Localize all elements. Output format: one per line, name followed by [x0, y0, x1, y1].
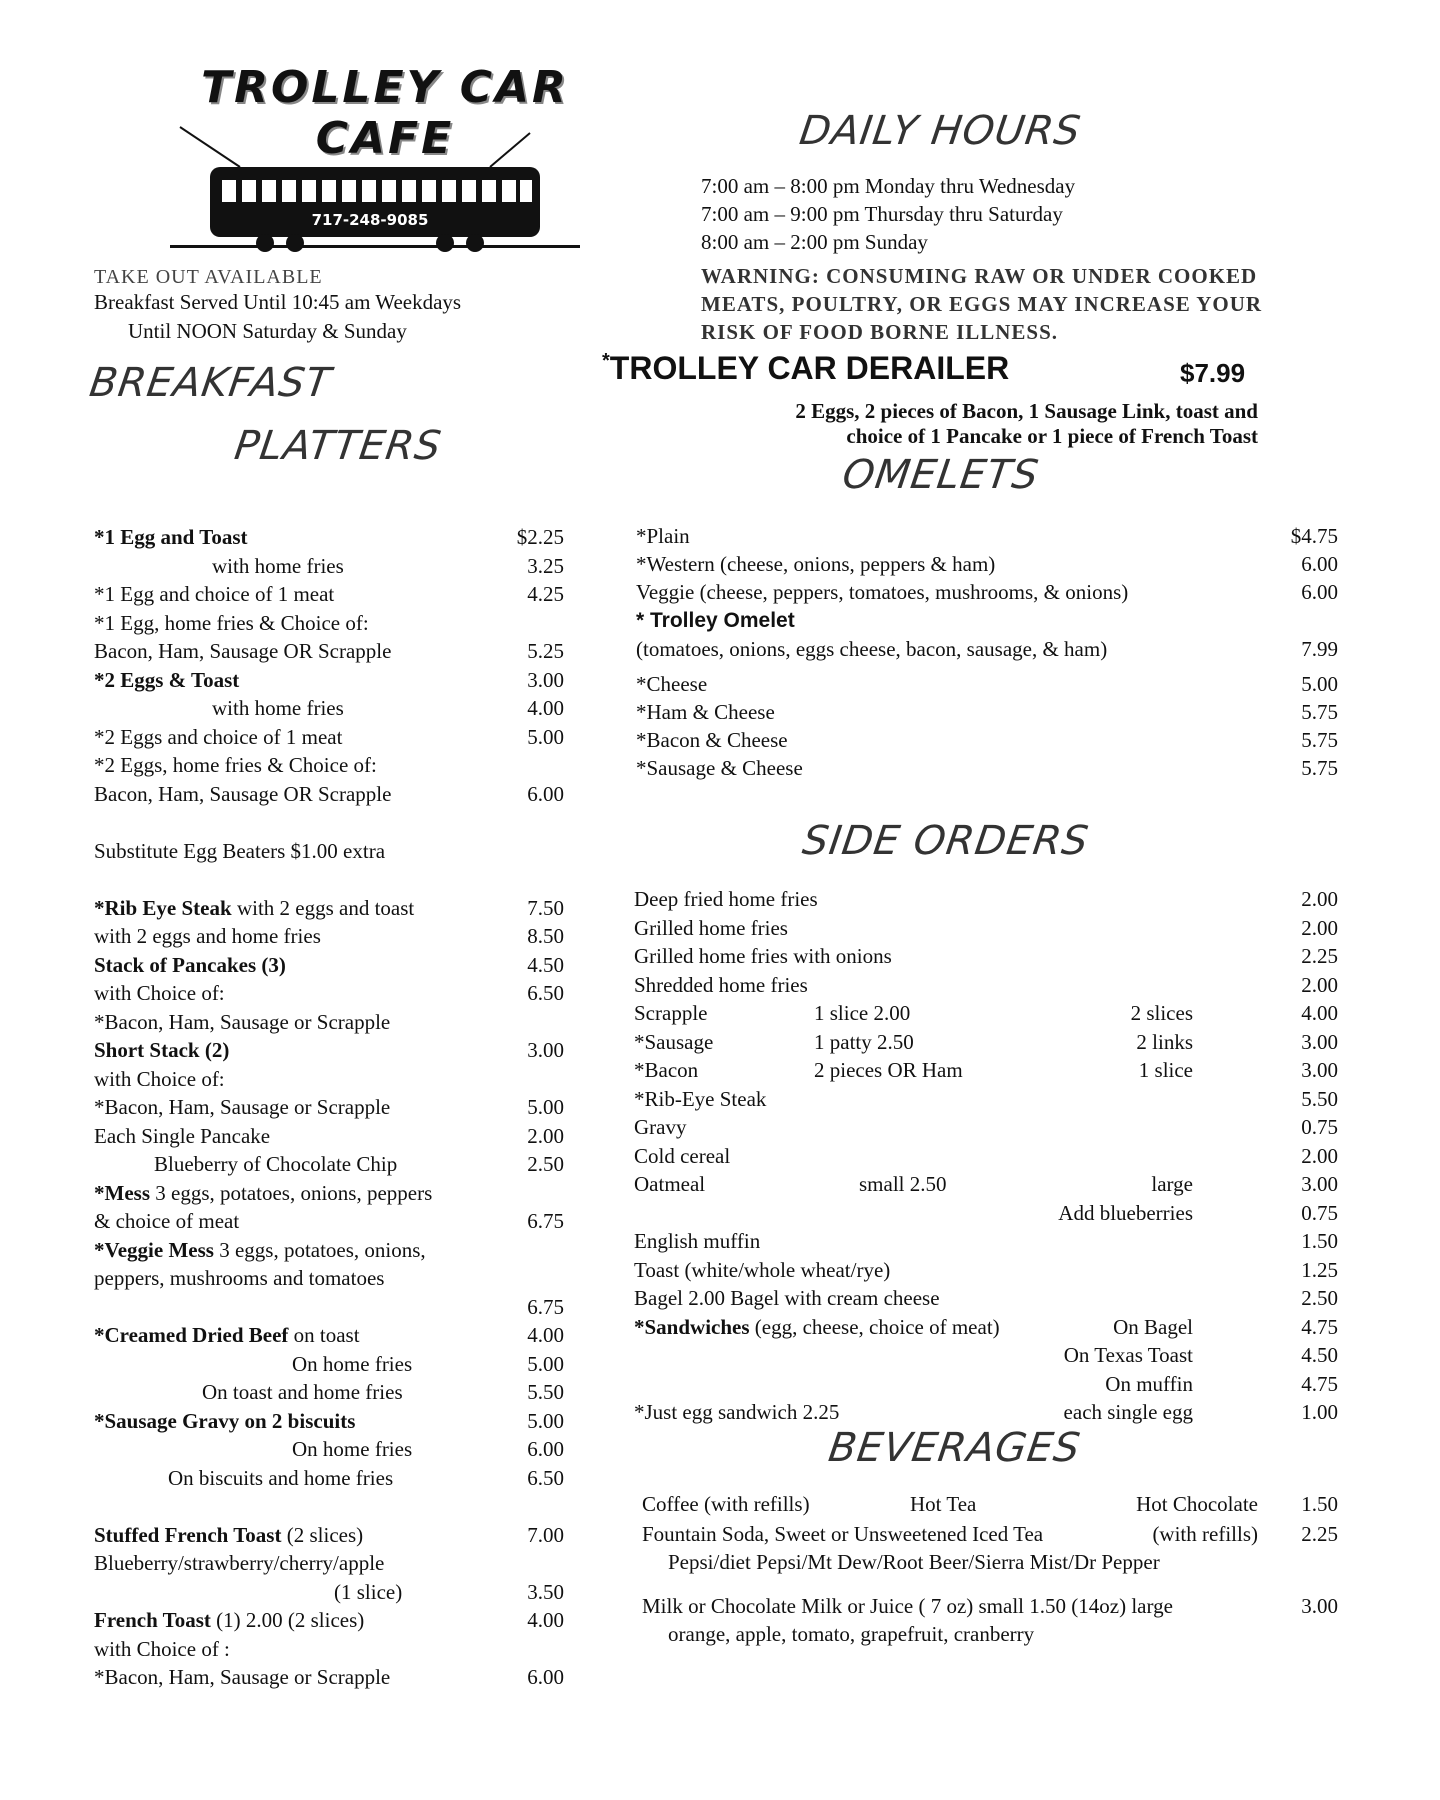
heading-breakfast: BREAKFAST	[86, 360, 335, 406]
takeout-note: TAKE OUT AVAILABLE	[94, 266, 323, 288]
item-price: 6.00	[527, 1665, 564, 1689]
item-label	[94, 1407, 355, 1436]
menu-item	[94, 523, 564, 552]
side-price: 2.00	[1301, 915, 1338, 940]
side-option: 1 patty 2.50	[814, 1029, 914, 1054]
item-desc: with Choice of :	[94, 1636, 230, 1661]
side-option: 1 slice 2.00	[814, 1001, 911, 1025]
item-price: 6.75	[527, 1294, 564, 1319]
item-label	[292, 1435, 412, 1464]
item-name: *Rib Eye Steak	[94, 895, 232, 920]
item-label	[94, 780, 391, 809]
side-option-right: On Texas Toast	[1063, 1343, 1193, 1367]
omelet-price: 6.00	[1301, 580, 1338, 604]
side-name: *Bacon	[634, 1058, 699, 1082]
side-item	[634, 914, 1338, 943]
item-price: 7.50	[527, 895, 564, 920]
side-name: Cold cereal	[634, 1143, 731, 1168]
omelet-item	[636, 550, 1338, 579]
side-item	[634, 1113, 1338, 1142]
side-name: *Just egg sandwich 2.25	[634, 1400, 840, 1424]
side-price: 2.00	[1301, 972, 1338, 997]
item-name: *Veggie Mess	[94, 1237, 214, 1262]
side-item	[634, 885, 1338, 914]
menu-item	[94, 1492, 564, 1521]
side-item	[634, 1313, 1338, 1342]
item-label	[94, 837, 385, 866]
item-desc: Bacon, Ham, Sausage OR Scrapple	[94, 639, 392, 663]
beverage-name: Coffee (with refills)	[642, 1492, 810, 1516]
side-item	[634, 1170, 1338, 1199]
omelet-name: *Plain	[636, 524, 690, 548]
side-price: 4.50	[1301, 1343, 1338, 1367]
item-price: 5.25	[527, 639, 564, 663]
item-desc: *Bacon, Ham, Sausage or Scrapple	[94, 1665, 391, 1689]
omelet-item	[636, 726, 1338, 755]
menu-item	[94, 1036, 564, 1065]
hours-line: 8:00 am – 2:00 pm Sunday	[701, 230, 928, 254]
item-desc: *2 Eggs and choice of 1 meat	[94, 724, 343, 749]
menu-item	[94, 694, 564, 723]
side-item	[634, 1341, 1338, 1370]
item-label	[94, 1236, 426, 1265]
omelet-price: $4.75	[1290, 524, 1338, 548]
menu-item	[94, 1350, 564, 1379]
menu-item	[94, 951, 564, 980]
item-name: *1 Egg and Toast	[94, 525, 248, 549]
item-desc: (1) 2.00 (2 slices)	[210, 1608, 365, 1632]
omelet-item	[636, 578, 1338, 607]
heading-side-orders: SIDE ORDERS	[799, 818, 1092, 864]
side-item	[634, 942, 1338, 971]
warning-line: RISK OF FOOD BORNE ILLNESS.	[701, 320, 1059, 344]
derailer-desc	[795, 399, 1258, 449]
omelet-item	[636, 607, 1338, 636]
side-item	[634, 1199, 1338, 1228]
item-label	[94, 1179, 432, 1208]
side-price: 1.00	[1301, 1400, 1338, 1424]
logo-phone: 717-248-9085	[311, 211, 429, 229]
menu-item	[94, 1663, 564, 1692]
menu-item	[94, 922, 564, 951]
side-option-right: large	[1151, 1172, 1193, 1196]
side-option: 2 pieces OR Ham	[814, 1058, 963, 1082]
beverage-name: orange, apple, tomato, grapefruit, cranberry	[668, 1622, 1035, 1646]
item-desc: *Bacon, Ham, Sausage or Scrapple	[94, 1095, 391, 1119]
item-desc: *Bacon, Ham, Sausage or Scrapple	[94, 1009, 391, 1034]
item-desc: & choice of meat	[94, 1209, 240, 1233]
side-option-right: each single egg	[1063, 1400, 1193, 1424]
item-desc: 3 eggs, potatoes, onions, peppers	[150, 1180, 433, 1205]
omelet-name: *Ham & Cheese	[636, 700, 775, 724]
item-label	[94, 979, 225, 1008]
item-label	[168, 1464, 393, 1493]
side-name: Toast (white/whole wheat/rye)	[634, 1257, 891, 1282]
menu-item	[94, 1065, 564, 1094]
omelet-price: 6.00	[1301, 552, 1338, 576]
menu-item	[94, 609, 564, 638]
item-price: 5.00	[527, 1351, 564, 1376]
side-option-right: 1 slice	[1138, 1058, 1193, 1082]
menu-item	[94, 1407, 564, 1436]
hours-line: 7:00 am – 8:00 pm Monday thru Wednesday	[701, 174, 1076, 198]
menu-item	[94, 837, 564, 866]
omelet-price: 5.75	[1301, 700, 1338, 724]
side-item	[634, 1056, 1338, 1085]
beverage-name: (with refills)	[1152, 1522, 1258, 1546]
item-price: 4.50	[527, 952, 564, 977]
omelet-item	[636, 754, 1338, 783]
item-desc: *2 Eggs, home fries & Choice of:	[94, 753, 377, 777]
food-warning	[701, 262, 1262, 346]
item-price: 6.50	[527, 981, 564, 1005]
omelet-price: 7.99	[1301, 637, 1338, 661]
omelet-name: *Cheese	[636, 672, 708, 696]
omelet-item	[636, 698, 1338, 727]
item-price: 8.50	[527, 924, 564, 948]
side-price: 2.50	[1301, 1286, 1338, 1310]
item-name: *Mess	[94, 1180, 150, 1205]
breakfast-served-note: Breakfast Served Until 10:45 am Weekdays	[94, 290, 462, 314]
beverage-name: Fountain Soda, Sweet or Unsweetened Iced Tea	[642, 1522, 1044, 1546]
menu-item	[94, 751, 564, 780]
item-desc: on toast	[288, 1323, 360, 1347]
side-name: Oatmeal	[634, 1172, 706, 1196]
beverage-name: Hot Tea	[910, 1492, 977, 1516]
item-label	[94, 580, 334, 609]
item-desc: with Choice of:	[94, 981, 225, 1005]
side-price: 0.75	[1301, 1200, 1338, 1225]
omelet-name: *Sausage & Cheese	[636, 756, 803, 780]
weekend-note: Until NOON Saturday & Sunday	[128, 319, 407, 343]
side-name: English muffin	[634, 1229, 761, 1253]
item-label	[94, 894, 414, 923]
item-desc: Blueberry of Chocolate Chip	[154, 1152, 398, 1176]
item-price: 5.00	[527, 724, 564, 749]
omelet-name: *Western (cheese, onions, peppers & ham)	[636, 552, 996, 576]
item-label	[94, 751, 377, 780]
menu-item	[94, 1435, 564, 1464]
menu-item	[94, 1521, 564, 1550]
menu-item	[94, 1378, 564, 1407]
omelet-price: 5.75	[1301, 756, 1338, 780]
side-name: Grilled home fries	[634, 915, 788, 940]
side-price: 2.00	[1301, 887, 1338, 911]
item-desc: Bacon, Ham, Sausage OR Scrapple	[94, 781, 392, 806]
menu-item	[94, 1207, 564, 1236]
side-price: 3.00	[1301, 1058, 1338, 1082]
platters-list	[94, 523, 564, 1692]
menu-item	[94, 808, 564, 837]
beverage-price: 3.00	[1301, 1594, 1338, 1618]
item-label	[94, 1065, 225, 1094]
item-desc: peppers, mushrooms and tomatoes	[94, 1266, 385, 1290]
item-desc: with home fries	[212, 553, 344, 578]
item-desc: On home fries	[292, 1437, 413, 1461]
item-label	[94, 1549, 384, 1578]
item-price: 4.00	[527, 696, 564, 720]
item-label	[154, 1150, 397, 1179]
item-name: French Toast	[94, 1608, 211, 1632]
menu-item	[94, 1635, 564, 1664]
derailer-desc-line: 2 Eggs, 2 pieces of Bacon, 1 Sausage Link, toast and	[795, 399, 1258, 423]
side-option: small 2.50	[859, 1172, 947, 1196]
side-name: Bagel 2.00 Bagel with cream cheese	[634, 1286, 940, 1310]
derailer-title	[602, 350, 1009, 387]
side-name: Shredded home fries	[634, 972, 808, 997]
item-label	[94, 1036, 229, 1065]
item-label	[94, 609, 369, 638]
menu-item	[94, 1264, 564, 1293]
menu-item	[94, 1150, 564, 1179]
side-item	[634, 971, 1338, 1000]
item-price: 3.50	[527, 1579, 564, 1604]
item-label	[94, 723, 342, 752]
warning-line: MEATS, POULTRY, OR EGGS MAY INCREASE YOUR	[701, 292, 1263, 316]
item-price: 6.00	[527, 781, 564, 806]
beverage-item	[642, 1520, 1338, 1549]
item-desc: *1 Egg, home fries & Choice of:	[94, 610, 369, 635]
heading-beverages: BEVERAGES	[825, 1425, 1084, 1471]
item-desc: (1 slice)	[334, 1579, 403, 1604]
menu-item	[94, 894, 564, 923]
item-label	[202, 1378, 403, 1407]
item-desc: On toast and home fries	[202, 1380, 403, 1404]
beverage-name: Pepsi/diet Pepsi/Mt Dew/Root Beer/Sierra Mist/Dr Pepper	[668, 1550, 1160, 1574]
item-name: *Sausage Gravy on 2 biscuits	[94, 1408, 356, 1433]
side-price: 5.50	[1301, 1086, 1338, 1111]
beverages-list	[642, 1490, 1338, 1660]
item-label	[94, 1207, 239, 1236]
item-label	[94, 1008, 390, 1037]
side-price: 0.75	[1301, 1115, 1338, 1139]
item-label	[94, 1635, 230, 1664]
item-label	[94, 951, 286, 980]
item-price: 4.00	[527, 1608, 564, 1632]
item-label	[94, 523, 247, 552]
heading-platters: PLATTERS	[231, 423, 445, 469]
side-item	[634, 1227, 1338, 1256]
item-desc: Substitute Egg Beaters $1.00 extra	[94, 838, 386, 863]
heading-omelets: OMELETS	[839, 452, 1042, 498]
beverage-price: 1.50	[1301, 1492, 1338, 1516]
derailer-price: $7.99	[1180, 358, 1246, 388]
side-price: 1.50	[1301, 1229, 1338, 1253]
menu-item	[94, 1464, 564, 1493]
derailer-name: TROLLEY CAR DERAILER	[609, 350, 1010, 386]
item-desc: with 2 eggs and toast	[231, 895, 415, 920]
side-option-right: 2 slices	[1130, 1001, 1193, 1025]
item-label	[94, 666, 239, 695]
menu-item	[94, 1236, 564, 1265]
item-desc: with Choice of:	[94, 1066, 225, 1091]
menu-item	[94, 637, 564, 666]
menu-item	[94, 666, 564, 695]
side-price: 2.00	[1301, 1143, 1338, 1168]
menu-item	[94, 580, 564, 609]
side-item	[634, 1028, 1338, 1057]
item-label	[94, 1521, 363, 1550]
side-price: 3.00	[1301, 1029, 1338, 1054]
item-desc: with 2 eggs and home fries	[94, 924, 321, 948]
side-name: Gravy	[634, 1115, 687, 1139]
omelet-name: *Bacon & Cheese	[636, 728, 788, 752]
item-desc: *1 Egg and choice of 1 meat	[94, 582, 335, 606]
item-label	[94, 1663, 390, 1692]
side-name-bold: *Sandwiches	[634, 1314, 750, 1339]
item-price: 3.00	[527, 1038, 564, 1062]
side-item	[634, 1256, 1338, 1285]
item-price: 6.75	[527, 1209, 564, 1233]
side-orders-list	[634, 885, 1338, 1427]
beverage-item	[642, 1620, 1338, 1649]
side-option-right: Add blueberries	[1058, 1200, 1193, 1225]
omelet-name: Veggie (cheese, peppers, tomatoes, mushrooms, & onions)	[636, 580, 1129, 604]
beverage-name: Milk or Chocolate Milk or Juice ( 7 oz) small 1.50 (14oz) large	[642, 1594, 1173, 1618]
omelet-name: * Trolley Omelet	[636, 609, 795, 632]
item-label	[212, 552, 344, 581]
hours-line: 7:00 am – 9:00 pm Thursday thru Saturday	[701, 202, 1063, 226]
item-price: 3.00	[527, 667, 564, 692]
side-price: 3.00	[1301, 1172, 1338, 1196]
menu-item	[94, 1179, 564, 1208]
item-name: Stuffed French Toast	[94, 1522, 282, 1547]
side-item	[634, 1398, 1338, 1427]
omelet-name: (tomatoes, onions, eggs cheese, bacon, sausage, & ham)	[636, 637, 1108, 661]
menu-item	[94, 552, 564, 581]
beverage-item	[642, 1490, 1338, 1519]
side-item	[634, 999, 1338, 1028]
side-name: Grilled home fries with onions	[634, 944, 892, 968]
omelet-item	[636, 670, 1338, 699]
menu-item	[94, 1008, 564, 1037]
item-price: 6.00	[527, 1437, 564, 1461]
item-price: 3.25	[527, 553, 564, 578]
item-price: 6.50	[527, 1465, 564, 1490]
item-label	[212, 694, 344, 723]
beverage-name: Hot Chocolate	[1136, 1492, 1258, 1516]
item-price: 5.50	[527, 1380, 564, 1404]
menu-item	[94, 723, 564, 752]
omelet-item	[636, 522, 1338, 551]
side-price: 4.00	[1301, 1001, 1338, 1025]
menu-item	[94, 1093, 564, 1122]
omelet-price: 5.75	[1301, 728, 1338, 752]
heading-daily-hours: DAILY HOURS	[796, 108, 1084, 154]
side-option-right: 2 links	[1136, 1029, 1193, 1054]
side-name: Deep fried home fries	[634, 887, 818, 911]
beverage-item	[642, 1592, 1338, 1621]
side-name: *Rib-Eye Steak	[634, 1086, 767, 1111]
item-desc: Blueberry/strawberry/cherry/apple	[94, 1551, 385, 1575]
item-name: *Creamed Dried Beef	[94, 1323, 289, 1347]
item-price: 5.00	[527, 1095, 564, 1119]
side-name: *Sausage	[634, 1029, 714, 1054]
item-label	[292, 1350, 412, 1379]
item-price: 2.00	[527, 1123, 564, 1148]
side-item	[634, 1370, 1338, 1399]
item-label	[94, 1321, 360, 1350]
side-item	[634, 1085, 1338, 1114]
menu-item	[94, 1293, 564, 1322]
item-price: 7.00	[527, 1522, 564, 1547]
item-price: 2.50	[527, 1152, 564, 1176]
omelets-list	[636, 522, 1338, 792]
omelet-price: 5.00	[1301, 672, 1338, 696]
side-price: 4.75	[1301, 1371, 1338, 1396]
side-price: 4.75	[1301, 1314, 1338, 1339]
item-label	[94, 637, 391, 666]
item-price: 5.00	[527, 1408, 564, 1433]
menu-item	[94, 1549, 564, 1578]
item-label	[94, 1093, 390, 1122]
item-desc: 3 eggs, potatoes, onions,	[213, 1237, 426, 1262]
side-item	[634, 1142, 1338, 1171]
item-desc: (2 slices)	[281, 1522, 364, 1547]
side-desc: (egg, cheese, choice of meat)	[749, 1314, 1000, 1339]
derailer-star: *	[602, 350, 610, 372]
logo-title: TROLLEY CAR CAFE	[201, 62, 569, 164]
side-item	[634, 1284, 1338, 1313]
side-option-right: On Bagel	[1113, 1314, 1193, 1339]
trolley-car-icon	[170, 125, 600, 260]
item-label	[94, 1606, 364, 1635]
item-name: *2 Eggs & Toast	[94, 667, 240, 692]
item-desc: On biscuits and home fries	[168, 1465, 394, 1490]
item-desc: On home fries	[292, 1351, 413, 1376]
beverage-item	[642, 1548, 1338, 1577]
item-label	[334, 1578, 402, 1607]
side-name	[634, 1313, 1000, 1342]
hours-list	[701, 172, 1075, 256]
item-name: Stack of Pancakes (3)	[94, 952, 286, 977]
item-desc: with home fries	[212, 696, 344, 720]
side-option-right: On muffin	[1105, 1371, 1193, 1396]
item-label	[94, 922, 321, 951]
side-price: 1.25	[1301, 1257, 1338, 1282]
menu-item	[94, 780, 564, 809]
beverage-price: 2.25	[1301, 1522, 1338, 1546]
item-price: 4.00	[527, 1323, 564, 1347]
item-price: $2.25	[516, 525, 564, 549]
omelet-item	[636, 635, 1338, 664]
item-desc: Each Single Pancake	[94, 1123, 271, 1148]
item-name: Short Stack (2)	[94, 1038, 230, 1062]
menu-item	[94, 1321, 564, 1350]
derailer-desc-line: choice of 1 Pancake or 1 piece of French Toast	[846, 424, 1258, 448]
side-price: 2.25	[1301, 944, 1338, 968]
menu-item	[94, 865, 564, 894]
item-label	[94, 1264, 384, 1293]
warning-line: WARNING: CONSUMING RAW OR UNDER COOKED	[701, 264, 1258, 288]
item-label	[94, 1122, 270, 1151]
menu-item	[94, 979, 564, 1008]
menu-item	[94, 1606, 564, 1635]
side-name: Scrapple	[634, 1001, 708, 1025]
menu-item	[94, 1578, 564, 1607]
item-price: 4.25	[527, 582, 564, 606]
menu-item	[94, 1122, 564, 1151]
